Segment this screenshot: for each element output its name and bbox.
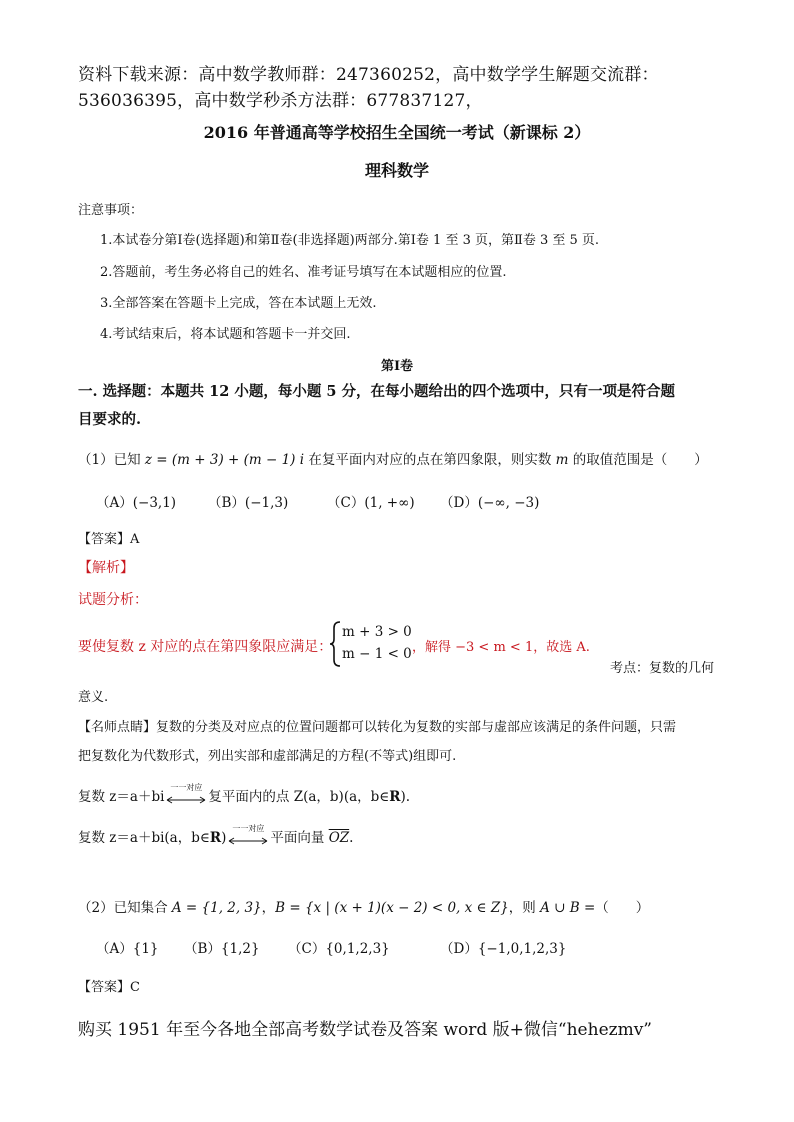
q1-option-c	[327, 491, 415, 511]
q2-option-a-value: {1}	[132, 941, 159, 957]
notice-item-1: 1.本试卷分第Ⅰ卷(选择题)和第Ⅱ卷(非选择题)两部分.第Ⅰ卷 1 至 3 页，第Ⅱ卷 3 至 5 页.	[100, 233, 600, 248]
question-2-stem	[78, 896, 649, 916]
q1-option-b	[208, 491, 288, 511]
q2-stem-b: ，	[261, 900, 276, 916]
q1-option-d-value: (−∞, −3)	[477, 495, 540, 511]
q1-stem-math: z = (m + 3) + (m − 1) i	[144, 452, 305, 468]
q1-analysis-sub: 试题分析：	[78, 592, 148, 608]
q1-option-a	[96, 491, 176, 511]
q1-option-c-value: (1, +∞)	[364, 495, 415, 511]
exam-subtitle: 理科数学	[364, 161, 429, 180]
q2-option-b-label: （B）	[184, 941, 221, 957]
source-line-2: 536036395，高中数学秒杀方法群：677837127，	[78, 91, 483, 111]
relation-1-complex: 复数 z＝a＋bi	[78, 789, 165, 805]
q1-tips-line2: 把复数化为代数形式，列出实部和虚部满足的方程(不等式)组即可.	[78, 749, 457, 764]
condition-1: m + 3 > 0	[342, 624, 412, 640]
relation-1-arrow	[164, 782, 208, 806]
q2-stem-a: （2）已知集合	[78, 900, 172, 916]
relation-2-complex: 复数 z＝a＋bi(a，b∈	[78, 830, 210, 846]
q1-option-d	[440, 491, 539, 511]
part-heading-line2: 目要求的.	[78, 411, 142, 428]
q2-option-c-label: （C）	[288, 941, 326, 957]
q2-option-a	[96, 937, 159, 957]
relation-2	[78, 823, 354, 847]
q2-option-b	[184, 937, 260, 957]
relation-1	[78, 782, 411, 806]
q1-stem-m: m	[555, 452, 569, 468]
q2-set-B: B = {x | (x + 1)(x − 2) < 0, x ∈ Z}	[275, 900, 509, 916]
relation-1-point: 复平面内的点 Z(a，b)(a，b∈	[208, 789, 390, 805]
relation-1-arrow-label: 一一对应	[170, 782, 203, 792]
condition-2: m − 1 < 0	[342, 646, 412, 662]
q1-option-d-label: （D）	[440, 495, 478, 511]
q1-tips-line1: 【名师点睛】复数的分类及对应点的位置问题都可以转化为复数的实部与虚部应该满足的条件问题，只需	[78, 720, 677, 735]
q1-option-b-label: （B）	[208, 495, 245, 511]
q2-option-c	[288, 937, 390, 957]
source-line-1: 资料下载来源：高中数学教师群：247360252，高中数学学生解题交流群：	[78, 65, 659, 85]
q2-union: A ∪ B =	[540, 900, 596, 916]
relation-2-end: .	[349, 830, 354, 846]
q2-option-c-value: {0,1,2,3}	[325, 941, 390, 957]
q2-answer: 【答案】C	[78, 980, 140, 995]
q2-option-d-value: {−1,0,1,2,3}	[477, 941, 567, 957]
q1-option-c-label: （C）	[327, 495, 365, 511]
q2-set-A: A = {1, 2, 3}	[171, 900, 262, 916]
relation-2-arrow-label: 一一对应	[232, 823, 265, 833]
q2-option-b-value: {1,2}	[220, 941, 260, 957]
q1-kaodian-cont: 意义.	[78, 690, 109, 705]
relation-2-vector: $\overline{OZ}$	[328, 830, 350, 846]
q2-stem-d: （ ）	[595, 900, 650, 916]
condition-system	[328, 620, 410, 668]
relation-1-end: ).	[400, 789, 411, 805]
q1-conclusion: ，解得 −3 < m < 1，故选 A.	[412, 640, 590, 655]
q1-option-a-value: (−3,1)	[132, 495, 177, 511]
notice-item-3: 3.全部答案在答题卡上完成，答在本试题上无效.	[100, 296, 377, 311]
notice-item-4: 4.考试结束后，将本试题和答题卡一并交回.	[100, 327, 351, 342]
q1-kaodian: 考点：复数的几何	[610, 661, 715, 676]
exam-title: 2016 年普通高等学校招生全国统一考试（新课标 2）	[203, 123, 591, 142]
q1-answer: 【答案】A	[78, 532, 140, 547]
question-1-stem	[78, 448, 708, 468]
q2-option-d-label: （D）	[440, 941, 478, 957]
relation-2-R: R	[209, 830, 222, 846]
relation-2-close: )	[221, 830, 227, 846]
q1-stem-a: （1）已知	[78, 452, 145, 468]
footer-ad: 购买 1951 年至今各地全部高考数学试卷及答案 word 版+微信“hehezmv”	[78, 1020, 652, 1040]
q1-stem-b: 在复平面内对应的点在第四象限，则实数	[304, 452, 556, 468]
q2-stem-c: ，则	[508, 900, 541, 916]
q1-analysis-tag: 【解析】	[78, 560, 134, 576]
relation-2-arrow	[226, 823, 270, 847]
double-arrow-icon	[226, 833, 270, 849]
q2-option-d	[440, 937, 566, 957]
double-arrow-icon	[164, 792, 208, 808]
relation-2-vector-text: 平面向量	[270, 830, 329, 846]
section-title: 第Ⅰ卷	[380, 359, 414, 374]
q1-option-b-value: (−1,3)	[244, 495, 289, 511]
part-heading-line1: 一. 选择题：本题共 12 小题，每小题 5 分，在每小题给出的四个选项中，只有一项是符合题	[78, 383, 676, 400]
relation-1-R: R	[389, 789, 401, 805]
notice-item-2: 2.答题前，考生务必将自己的姓名、准考证号填写在本试题相应的位置.	[100, 265, 507, 280]
q1-stem-c: 的取值范围是（ ）	[568, 452, 708, 468]
q2-option-a-label: （A）	[96, 941, 133, 957]
notice-heading: 注意事项：	[78, 203, 144, 218]
q1-option-a-label: （A）	[96, 495, 133, 511]
q1-analysis-line: 要使复数 z 对应的点在第四象限应满足：	[78, 639, 333, 655]
